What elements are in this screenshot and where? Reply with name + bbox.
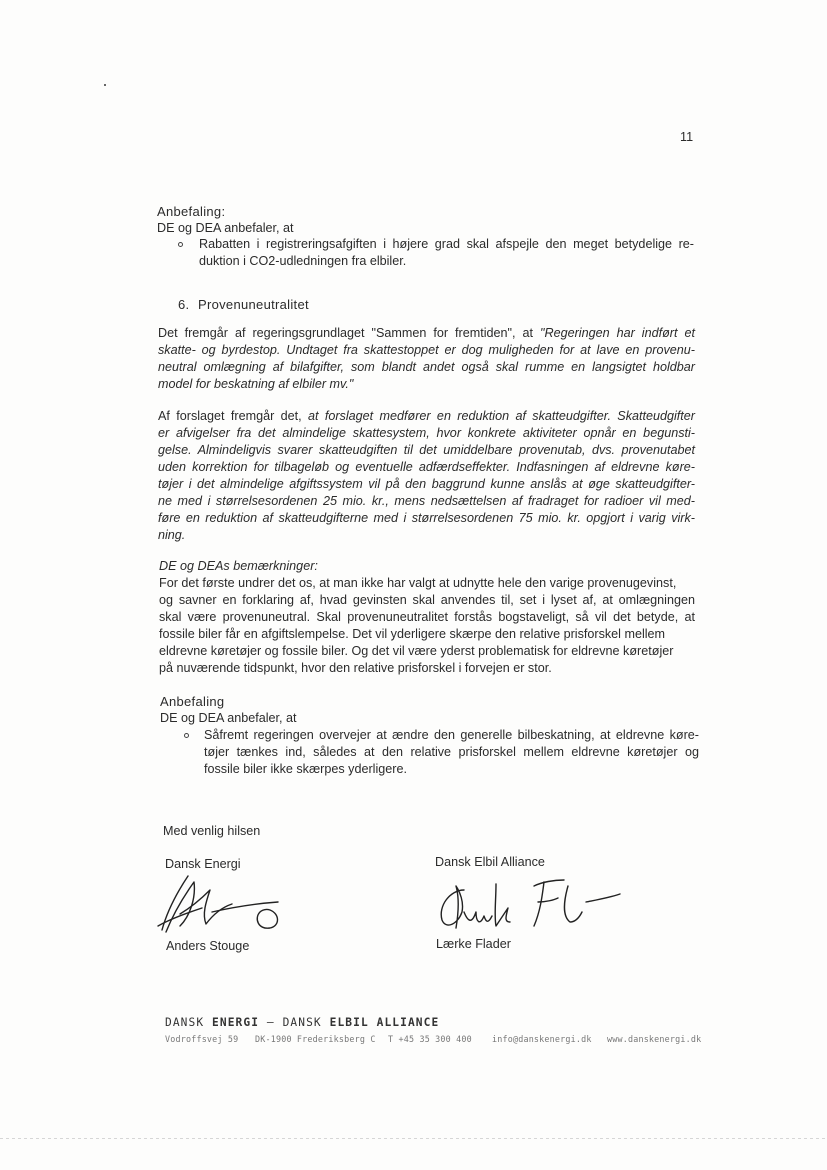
recommendation-bullet-line: duktion i CO2-udledningen fra elbiler.: [199, 254, 407, 268]
footer-email: info@danskenergi.dk: [492, 1034, 592, 1044]
section-title: Provenuneutralitet: [198, 297, 309, 312]
signature-laerke-flader: [430, 872, 630, 938]
remarks-line: på nuværende tidspunkt, hvor den relative prisforskel i forvejen er stor.: [159, 661, 552, 675]
recommendation-bullet-line: Rabatten i registreringsafgiften i højere grad skal afspejle den meget betydelige re-: [199, 237, 694, 251]
paragraph-line: skatte- og byrdestop. Undtaget fra skattestoppet er dog muligheden for at lave en provenu-: [158, 343, 695, 357]
remarks-line: skal være provenuneutral. Skal provenuneutralitet forstås bogstaveligt, så vil det betyde, at: [159, 610, 695, 624]
scan-speck: [104, 84, 106, 86]
paragraph-line: ning.: [158, 528, 186, 542]
footer-address: Vodroffsvej 59: [165, 1034, 239, 1044]
signatory-name: Lærke Flader: [436, 937, 511, 951]
remarks-line: fossile biler får en afgiftslempelse. Det vil yderligere skærpe den relative prisforskel mellem: [159, 627, 666, 641]
recommendation-bullet-line: Såfremt regeringen overvejer at ændre den generelle bilbeskatning, at eldrevne køre-: [204, 728, 699, 742]
paragraph-line: Af forslaget fremgår det, at forslaget medfører en reduktion af skatteudgifter. Skatteudgifter: [158, 409, 696, 423]
paragraph-line: er afvigelser fra det almindelige skattesystem, hvor konkrete aktiviteter opnår en begunsti-: [158, 426, 695, 440]
remarks-line: For det første undrer det os, at man ikke har valgt at udnytte hele den varige provenugevinst,: [159, 576, 677, 590]
bullet-icon: [178, 242, 183, 247]
page-number: 11: [680, 130, 694, 144]
remarks-line: eldrevne køretøjer og fossile biler. Og det vil være yderst problematisk for eldrevne køretøjer: [159, 644, 674, 658]
footer-web: www.danskenergi.dk: [607, 1034, 702, 1044]
closing-text: Med venlig hilsen: [163, 824, 261, 838]
signatory-org: Dansk Elbil Alliance: [435, 855, 545, 869]
section-number: 6.: [178, 297, 190, 312]
signatory-name: Anders Stouge: [166, 939, 250, 953]
paragraph-line: ne med i størrelsesordenen 25 mio. kr., mens nedsættelsen af fradraget for radioer vil med-: [158, 494, 695, 508]
remarks-heading: DE og DEAs bemærkninger:: [159, 559, 318, 573]
paragraph-line: neutral omlægning af bilafgifter, som blandt andet også skal rumme en langsigtet holdbar: [158, 360, 695, 374]
scan-edge-line: [0, 1138, 827, 1139]
signatory-org: Dansk Energi: [165, 857, 241, 871]
recommendation-heading: Anbefaling: [160, 694, 225, 709]
recommendation-bullet-line: tøjer tænkes ind, således at den relative prisforskel mellem eldrevne køretøjer og: [204, 745, 699, 759]
recommendation-intro: DE og DEA anbefaler, at: [157, 221, 294, 235]
signature-anders-stouge: [150, 868, 310, 938]
recommendation-heading: Anbefaling:: [157, 204, 226, 219]
bullet-icon: [184, 733, 189, 738]
footer-brand: DANSK ENERGI – DANSK ELBIL ALLIANCE: [165, 1016, 440, 1029]
paragraph-line: Det fremgår af regeringsgrundlaget "Sammen for fremtiden", at "Regeringen har indført et: [158, 326, 695, 340]
paragraph-line: føre en reduktion af skatteudgifterne med i størrelsesordenen 75 mio. kr. opgjort i varig virk-: [158, 511, 695, 525]
paragraph-line: tøjer i det almindelige afgiftssystem vil på den baggrund kunne anslås at øge skatteudgifter-: [158, 477, 695, 491]
footer-phone: T +45 35 300 400: [388, 1034, 472, 1044]
footer-city: DK-1900 Frederiksberg C: [255, 1034, 376, 1044]
recommendation-bullet-line: fossile biler ikke skærpes yderligere.: [204, 762, 407, 776]
paragraph-line: gelse. Almindeligvis svarer skatteudgiften til det umiddelbare provenutab, dvs. provenutabet: [158, 443, 695, 457]
recommendation-intro: DE og DEA anbefaler, at: [160, 711, 297, 725]
paragraph-line: uden korrektion for tilbageløb og eventuelle adfærdseffekter. Indfasningen af eldrevne køre-: [158, 460, 695, 474]
remarks-line: og savner en forklaring af, hvad gevinsten skal anvendes til, set i lyset af, at omlægningen: [159, 593, 695, 607]
paragraph-line: model for beskatning af elbiler mv.": [158, 377, 354, 391]
